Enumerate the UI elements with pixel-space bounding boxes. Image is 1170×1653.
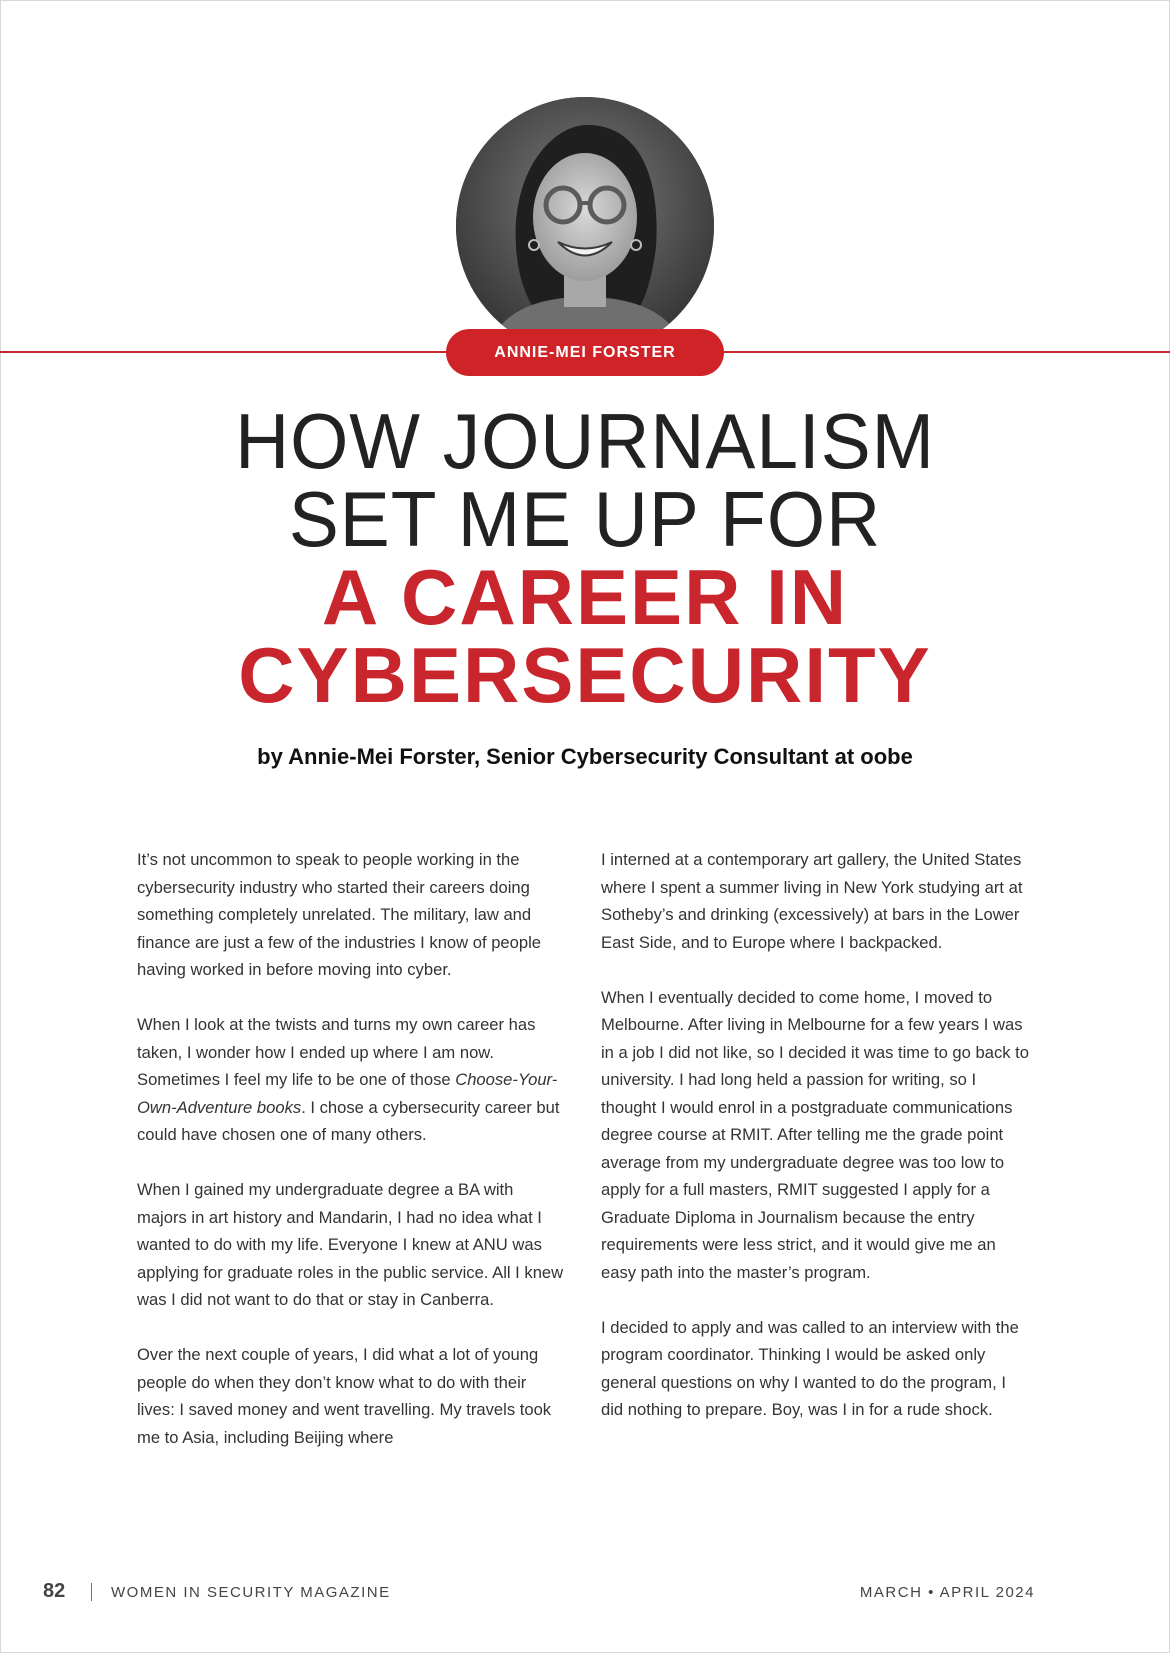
byline-prefix: by bbox=[257, 744, 289, 769]
author-badge: ANNIE-MEI FORSTER bbox=[446, 329, 724, 376]
issue-date: MARCH • APRIL 2024 bbox=[859, 1584, 1035, 1601]
paragraph: I decided to apply and was called to an interview with the program coordinator. Thinking I would be asked only general questions on why I wanted to do the program, I did nothing to prepare. Boy, was I in for a rude shock. bbox=[601, 1317, 1019, 1419]
book-title: Choose-Your-Own-Adventure books bbox=[137, 1070, 558, 1117]
paragraph: It’s not uncommon to speak to people working in the cybersecurity industry who started their careers doing something completely unrelated. The military, law and finance are just a few of the industries I know of people having worked in before moving into cyber. bbox=[137, 850, 542, 979]
paragraph-text: . I chose a cybersecurity career but could have chosen one of many others. bbox=[137, 1097, 560, 1144]
paragraph bbox=[137, 1011, 567, 1149]
headline bbox=[0, 397, 1170, 719]
byline-author: Annie-Mei Forster bbox=[288, 744, 474, 769]
paragraph: Over the next couple of years, I did what a lot of young people do when they don’t know what to do with their lives: I saved money and went travelling. My travels took me to Asia, including Beijing where bbox=[137, 1345, 552, 1447]
footer-divider bbox=[91, 1583, 92, 1601]
paragraph: I interned at a contemporary art gallery, the United States where I spent a summer living in New York studying art at Sotheby’s and drinking (excessively) at bars in the Lower East Side, and to Europe where I backpacked. bbox=[601, 850, 1023, 952]
byline bbox=[0, 744, 1170, 770]
page-footer bbox=[0, 1580, 1170, 1610]
headline-line-1: HOW JOURNALISM bbox=[235, 397, 935, 485]
article-column-left bbox=[137, 846, 567, 1479]
headline-line-2: SET ME UP FOR bbox=[288, 475, 882, 563]
paragraph-text: When I look at the twists and turns my own career has taken, I wonder how I ended up where I am now. Sometimes I feel my life to be one of those bbox=[137, 1015, 536, 1089]
headline-line-3: A CAREER IN bbox=[321, 553, 849, 641]
headline-line-4: CYBERSECURITY bbox=[238, 631, 932, 719]
paragraph: When I gained my undergraduate degree a BA with majors in art history and Mandarin, I had no idea what I wanted to do with my life. Everyone I knew at ANU was applying for graduate roles in the public service. All I knew was I did not want to do that or stay in Canberra. bbox=[137, 1180, 564, 1309]
byline-role: , Senior Cybersecurity Consultant at oobe bbox=[473, 744, 913, 769]
paragraph: When I eventually decided to come home, I moved to Melbourne. After living in Melbourne for a few years I was in a job I did not like, so I decided it was time to go back to university. I had long held a passion for writing, so I thought I would enrol in a postgraduate communications degree course at RMIT. After telling me the grade point average from my undergraduate degree was too low to apply for a full masters, RMIT suggested I apply for a Graduate Diploma in Journalism because the entry requirements were less strict, and it would give me an easy path into the master’s program. bbox=[601, 987, 1029, 1282]
author-photo bbox=[456, 97, 714, 355]
article-column-right bbox=[601, 846, 1031, 1451]
page-number: 82 bbox=[43, 1580, 66, 1602]
publication-name: WOMEN IN SECURITY MAGAZINE bbox=[111, 1584, 391, 1601]
